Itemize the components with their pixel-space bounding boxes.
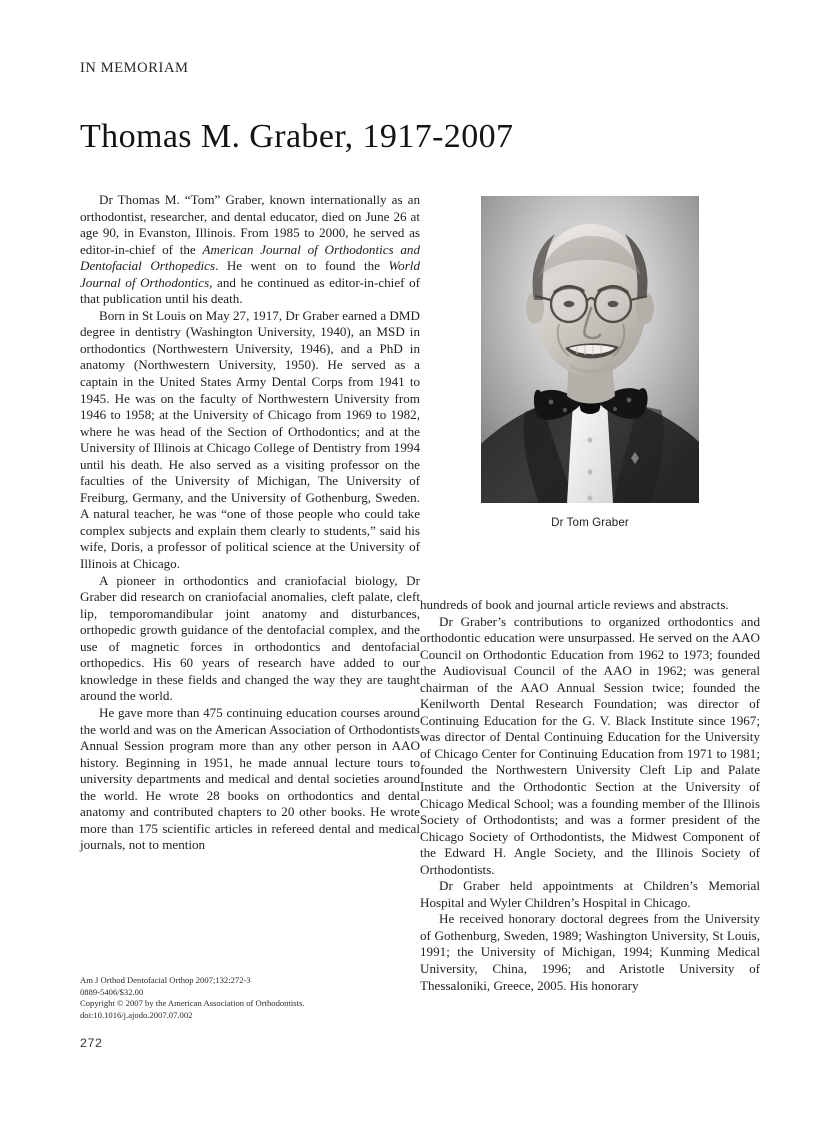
body-paragraph xyxy=(80,308,420,573)
footnote-citation: Am J Orthod Dentofacial Orthop 2007;132:272-3 xyxy=(80,975,251,985)
body-paragraph xyxy=(420,614,760,879)
text-run: and he continued as editor-in-chief of that publication until his death. xyxy=(80,274,420,307)
right-text-column xyxy=(420,597,760,994)
figure-block xyxy=(420,192,760,529)
footnote-copyright: Copyright © 2007 by the American Association of Orthodontists. xyxy=(80,998,305,1009)
page-number: 272 xyxy=(80,1036,103,1050)
portrait-photo-graphic xyxy=(481,196,699,503)
body-paragraph xyxy=(80,192,420,308)
text-run: hundreds of book and journal article reviews and abstracts. xyxy=(420,597,729,612)
text-run: Dr Thomas M. “Tom” Graber, known internationally as an orthodontist, researcher, and dental educator, died on June 26 at age 90, in Evanston, Illinois. From 1985 to 2000, he served as editor-in-chief of the xyxy=(80,192,420,257)
figure-caption: Dr Tom Graber xyxy=(551,516,629,529)
text-run: Born in St Louis on May 27, 1917, Dr Graber earned a DMD degree in dentistry (Washington University, 1940), an MSD in orthodontics (Northwestern University, 1946), and a PhD in anatomy (Northwestern University, 1950). He served as a captain in the United States Army Dental Corps from 1941 to 1945. He was on the faculty of Northwestern University from 1946 to 1958; at the University of Chicago from 1969 to 1982, where he was head of the Section of Orthodontics; and at the University of Illinois at Chicago College of Dentistry from 1994 until his death. He also served as a visiting professor on the faculties of the University of Michigan, The University of Freiburg, Germany, and the University of Gothenburg, Sweden. A natural teacher, he was “one of those people who could take complex subjects and explain them clearly to students,” said his wife, Doris, a professor of political science at the University of Illinois at Chicago. xyxy=(80,307,420,572)
body-paragraph xyxy=(80,705,420,854)
text-run: . He went on to found the xyxy=(215,258,389,274)
portrait-photo xyxy=(481,196,699,503)
footnote-block xyxy=(80,975,430,1021)
body-paragraph xyxy=(80,573,420,705)
text-run: A pioneer in orthodontics and craniofacial biology, Dr Graber did research on craniofacial anomalies, cleft palate, cleft lip, temporomandibular joint anatomy and disturbances, orthopedic growth guidance of the dentofacial complex, and the use of magnetic forces in orthodontics and dentofacial orthopedics. His 60 years of research have added to our knowledge in these fields and changed the way they are taught around the world. xyxy=(80,572,420,704)
footnote-issn: 0889-5406/$32.00 xyxy=(80,986,144,997)
italic-title-run: World Journal of Orthodontics, xyxy=(80,258,420,290)
body-paragraph xyxy=(420,597,760,614)
left-text-column xyxy=(80,192,420,854)
footnote-doi: doi:10.1016/j.ajodo.2007.07.002 xyxy=(80,1009,193,1020)
italic-title-run: American Journal of Orthodontics and Dentofacial Orthopedics xyxy=(80,241,421,274)
body-paragraph xyxy=(420,911,760,994)
text-run: Dr Graber held appointments at Children’s Memorial Hospital and Wyler Children’s Hospital in Chicago. xyxy=(420,878,760,910)
section-kicker: IN MEMORIAM xyxy=(80,60,189,76)
body-paragraph xyxy=(420,878,760,911)
text-run: He received honorary doctoral degrees from the University of Gothenburg, Sweden, 1989; Washington University, St Louis, 1991; the University of Michigan, 1994; Kunming Medical University, China, 1996; and Aristotle University of Thessaloniki, Greece, 2005. His honorary xyxy=(420,911,760,993)
text-run: Dr Graber’s contributions to organized orthodontics and orthodontic education were unsurpassed. He served on the AAO Council on Orthodontic Education from 1962 to 1973; founded the Audiovisual Council of the AAO in 1962; was general chairman of the AAO Annual Session twice; founded the Kenilworth Dental Research Foundation; was director of Continuing Education for the G. V. Black Institute since 1967; was director of Dental Continuing Education for the University of Chicago Center for Continuing Education from 1971 to 1981; founded the Northwestern University Cleft Lip and Palate Institute and the Orthodontic Section at the University of Chicago Medical School; was a founding member of the Illinois Society of Orthodontists; and was a former president of the Chicago Society of Orthodontists, the Midwest Component of the Edward H. Angle Society, and the Illinois Society of Orthodontists. xyxy=(420,613,760,877)
text-run: He gave more than 475 continuing education courses around the world and was on the American Association of Orthodontists Annual Session program more than any other person in AAO history. Beginning in 1951, he made annual lecture tours to university departments and medical and dental societies around the world. He wrote 28 books on orthodontics and dental anatomy and contributed chapters to 20 other books. He wrote more than 175 scientific articles in refereed dental and medical journals, not to mention xyxy=(80,704,420,853)
page-title: Thomas M. Graber, 1917-2007 xyxy=(80,118,514,155)
